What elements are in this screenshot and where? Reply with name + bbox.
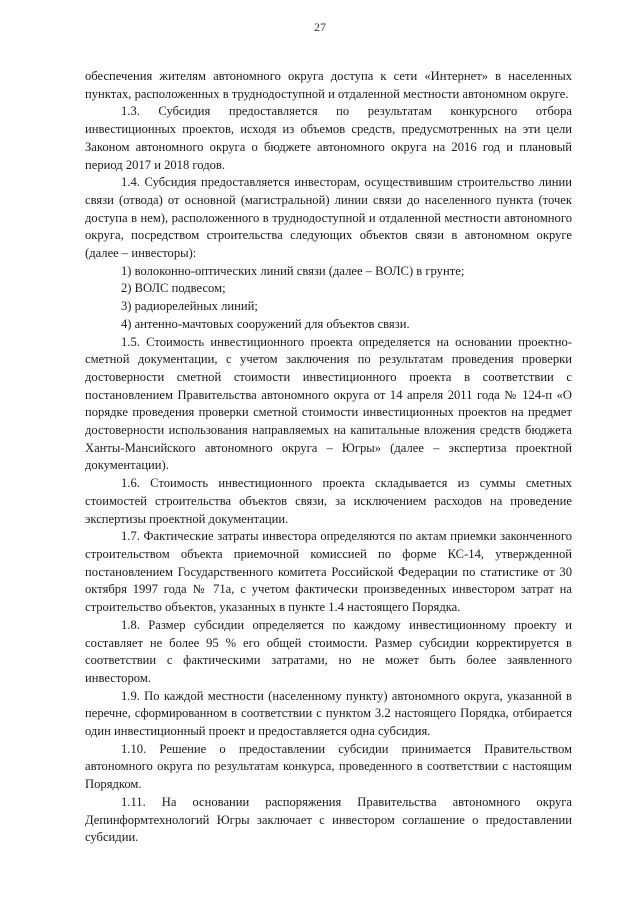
paragraph-1-8: 1.8. Размер субсидии определяется по каждому инвестиционному проекту и составляет не более 95 % его общей стоимости. Размер субсидии корректируется в соответствии с фактическими затратами, но не может быть более заявленного инвестором. (85, 617, 572, 685)
paragraph-1-10: 1.10. Решение о предоставлении субсидии принимается Правительством автономного округа по результатам конкурса, проведенного в соответствии с настоящим Порядком. (85, 741, 572, 792)
paragraph-1-7: 1.7. Фактические затраты инвестора определяются по актам приемки законченного строительством объекта приемочной комиссией по форме КС-14, утвержденной постановлением Государственного комитета Российской Федерации по статистике от 30 октября 1997 года № 71а, с учетом фактически произведенных инвестором затрат на строительство объектов, указанных в пункте 1.4 настоящего Порядка. (85, 529, 572, 615)
paragraph-continuation: обеспечения жителям автономного округа доступа к сети «Интернет» в населенных пунктах, расположенных в труднодоступной и отдаленной местности автономном округе. (85, 69, 572, 101)
paragraph-1-4: 1.4. Субсидия предоставляется инвесторам, осуществившим строительство линии связи (отвода) от основной (магистральной) линии связи до населенного пункта (точек доступа в нем), расположенного в труднодоступной и отдаленной местности автономного округа, посредством строительства следующих объектов связи в автономном округе (далее – инвесторы): (85, 175, 572, 261)
document-body (85, 68, 572, 847)
paragraph-1-3: 1.3. Субсидия предоставляется по результатам конкурсного отбора инвестиционных проектов, исходя из объемов средств, предусмотренных на эти цели Законом автономного округа о бюджете автономного округа на 2016 год и плановый период 2017 и 2018 годов. (85, 104, 572, 172)
paragraph-1-5: 1.5. Стоимость инвестиционного проекта определяется на основании проектно-сметной документации, с учетом заключения по результатам проведения проверки достоверности сметной стоимости инвестиционного проекта в соответствии с постановлением Правительства автономного округа от 14 апреля 2011 года № 124-п «О порядке проведения проверки сметной стоимости инвестиционных проектов на предмет достоверности использования направляемых на капитальные вложения средств бюджета Ханты-Мансийского автономного округа – Югры» (далее – экспертиза проектной документации). (85, 334, 572, 473)
list-item-2: 2) ВОЛС подвесом; (121, 281, 226, 296)
page-number: 27 (314, 20, 326, 34)
list-item-3: 3) радиорелейных линий; (121, 299, 258, 314)
paragraph-1-9: 1.9. По каждой местности (населенному пункту) автономного округа, указанной в перечне, сформированном в соответствии с пунктом 3.2 настоящего Порядка, отбирается один инвестиционный проект и предоставляется одна субсидия. (85, 688, 572, 739)
paragraph-1-11: 1.11. На основании распоряжения Правительства автономного округа Депинформтехнологий Югры заключает с инвестором соглашение о предоставлении субсидии. (85, 794, 572, 845)
paragraph-1-6: 1.6. Стоимость инвестиционного проекта складывается из суммы сметных стоимостей строительства объектов связи, за исключением расходов на проведение экспертизы проектной документации. (85, 476, 572, 526)
list-item-1: 1) волоконно-оптических линий связи (далее – ВОЛС) в грунте; (121, 263, 465, 278)
list-item-4: 4) антенно-мачтовых сооружений для объектов связи. (121, 316, 410, 331)
